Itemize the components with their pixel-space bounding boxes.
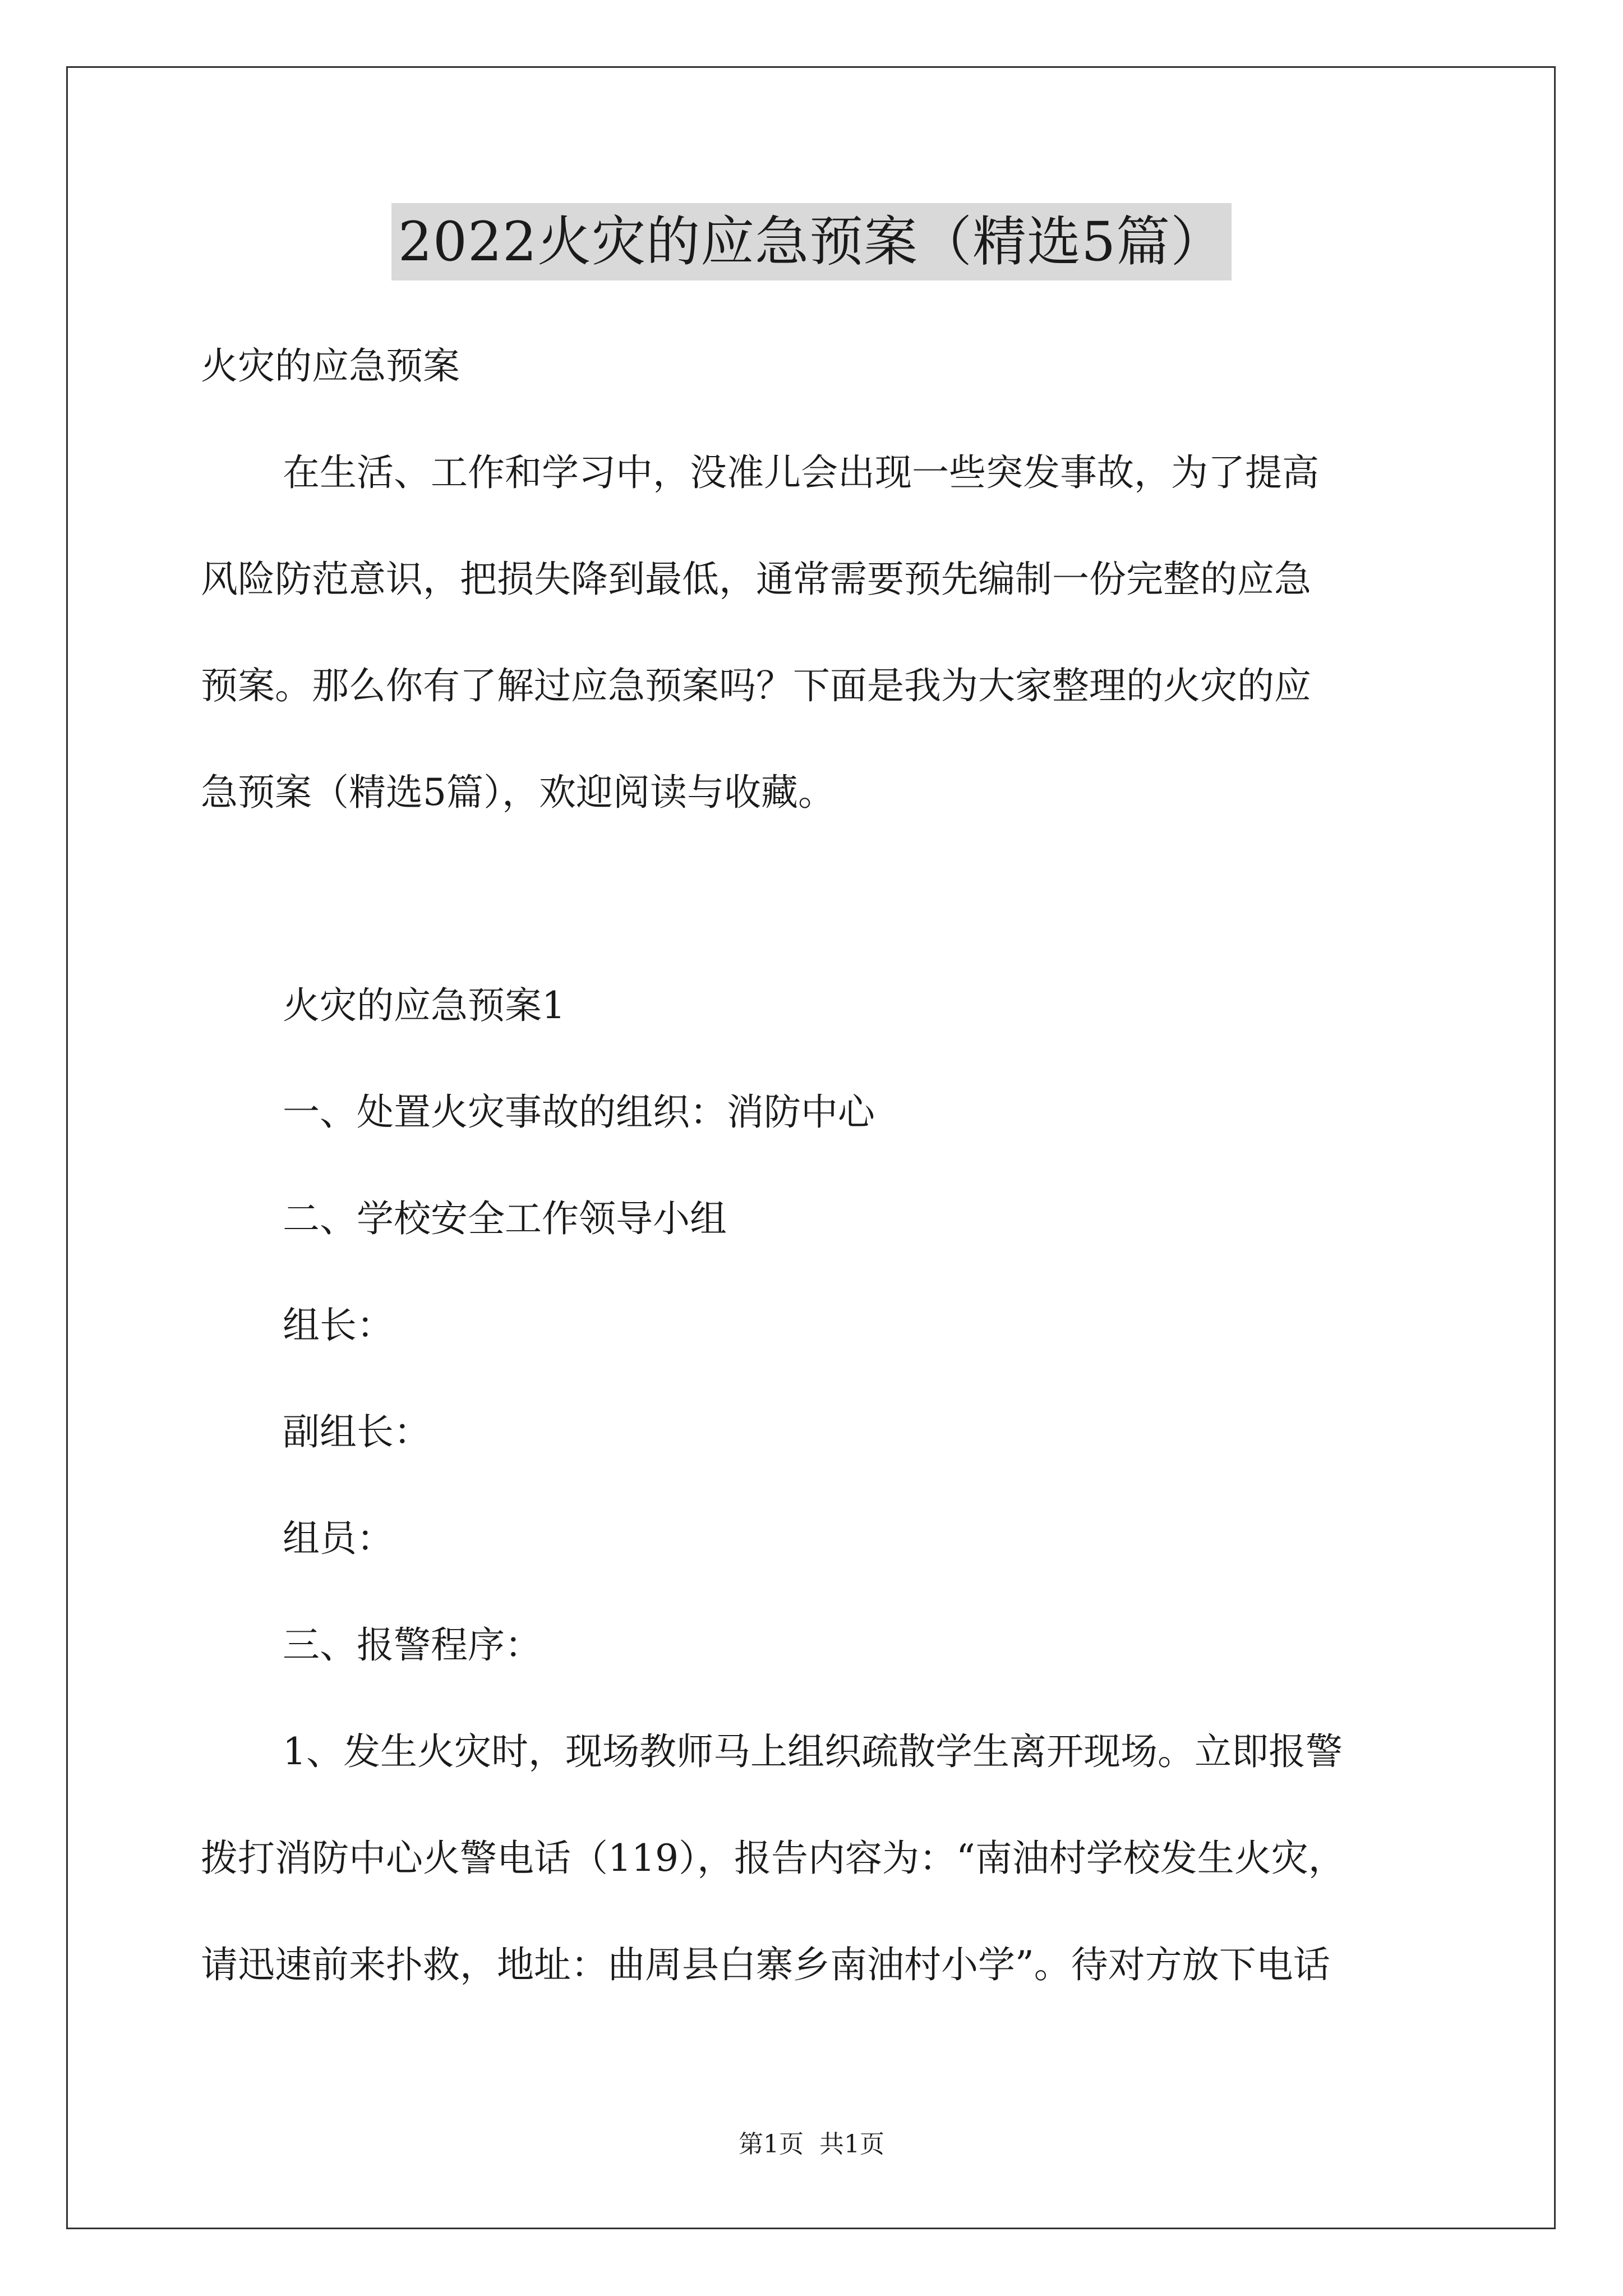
procedure-line: 1、发生火灾时，现场教师马上组织疏散学生离开现场。立即报警 xyxy=(283,1730,1343,1773)
subtitle: 火灾的应急预案 xyxy=(201,344,460,388)
page-footer: 第1页 共1页 xyxy=(739,2130,884,2159)
list-item: 副组长： xyxy=(283,1410,431,1453)
intro-line: 预案。那么你有了解过应急预案吗？下面是我为大家整理的火灾的应 xyxy=(201,664,1311,707)
document-title: 2022火灾的应急预案（精选5篇） xyxy=(391,203,1232,280)
procedure-line: 拨打消防中心火警电话（119），报告内容为：“南油村学校发生火灾， xyxy=(201,1837,1345,1880)
list-item: 二、学校安全工作领导小组 xyxy=(283,1197,727,1240)
intro-line: 在生活、工作和学习中，没准儿会出现一些突发事故，为了提高 xyxy=(283,451,1319,494)
section-heading: 火灾的应急预案1 xyxy=(283,984,565,1027)
list-item: 组员： xyxy=(283,1517,394,1560)
intro-line: 风险防范意识，把损失降到最低，通常需要预先编制一份完整的应急 xyxy=(201,558,1311,601)
list-item: 组长： xyxy=(283,1304,394,1347)
document-body xyxy=(201,313,1435,2018)
title-container xyxy=(0,203,1623,280)
intro-line: 急预案（精选5篇），欢迎阅读与收藏。 xyxy=(201,771,835,814)
list-item: 三、报警程序： xyxy=(283,1623,542,1667)
procedure-line: 请迅速前来扑救，地址：曲周县白寨乡南油村小学”。待对方放下电话 xyxy=(201,1943,1330,1986)
list-item: 一、处置火灾事故的组织：消防中心 xyxy=(283,1091,875,1134)
